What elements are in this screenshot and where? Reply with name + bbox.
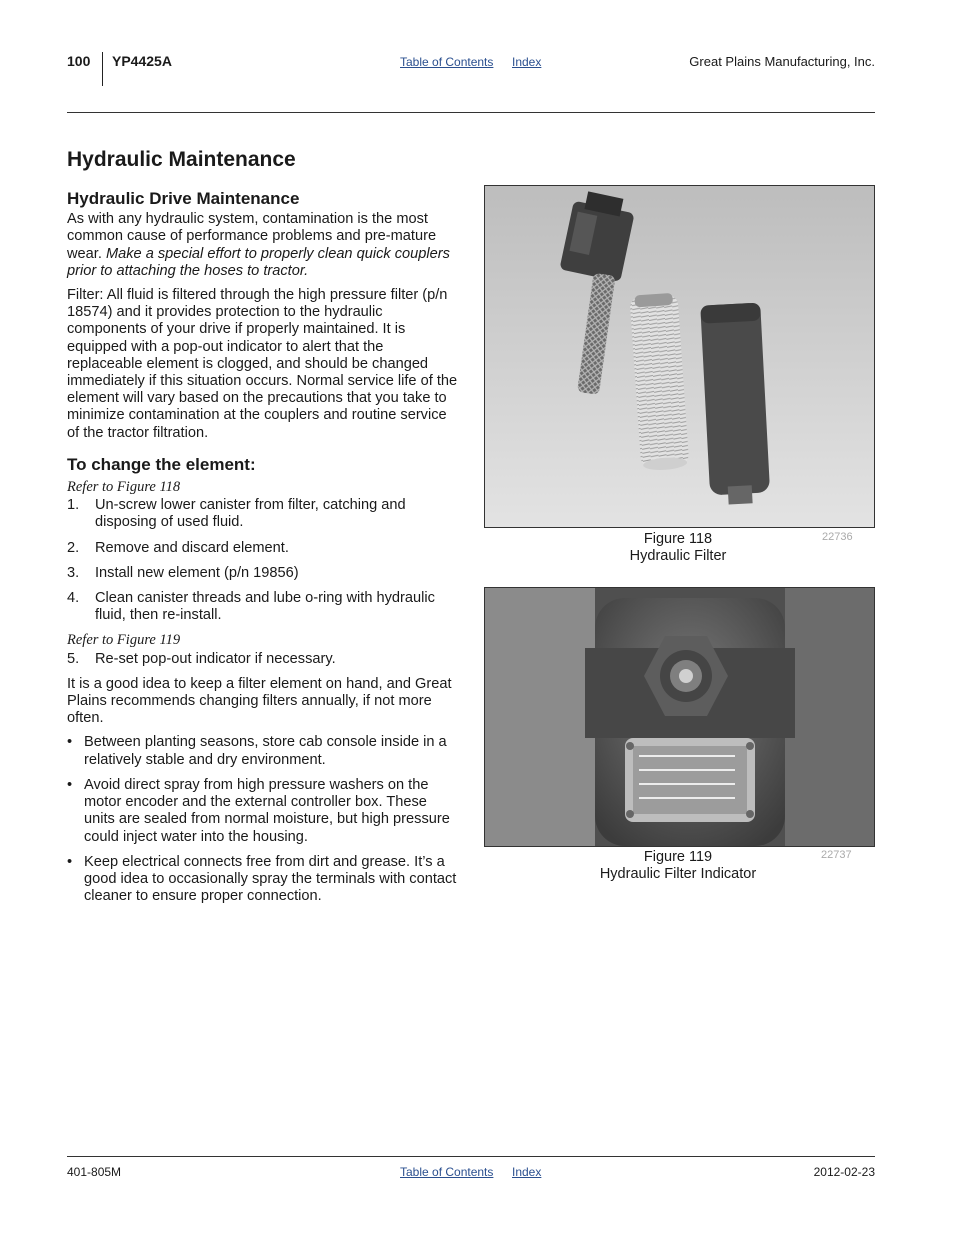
bullet-icon: •	[67, 853, 73, 870]
intro-paragraph	[67, 211, 459, 280]
revision-date: 2012-02-23	[813, 1165, 875, 1179]
step-number: 3.	[67, 564, 80, 581]
step-number: 5.	[67, 650, 80, 667]
change-element-heading: To change the element:	[67, 454, 256, 474]
page-title: Hydraulic Maintenance	[67, 148, 296, 171]
intro-plain: As with any hydraulic system, contamination is the most common cause of performance problems and pre-mature wear.	[67, 211, 437, 262]
bullet-item	[67, 734, 459, 768]
filter-indicator-photo	[484, 587, 875, 847]
step-text: Install new element (p/n 19856)	[95, 564, 299, 581]
step-item	[67, 590, 459, 624]
header-toc-link[interactable]: Table of Contents	[400, 55, 494, 69]
intro-italic: Make a special effort to properly clean quick couplers prior to attaching the hoses to tractor.	[67, 245, 450, 279]
header-divider	[102, 52, 103, 86]
step-text: Clean canister threads and lube o-ring with hydraulic fluid, then re-install.	[95, 590, 435, 624]
figure-119-id: 22737	[821, 849, 852, 861]
step-text: Re-set pop-out indicator if necessary.	[95, 650, 336, 667]
figure-119-caption	[560, 849, 796, 883]
step-text: Remove and discard element.	[95, 539, 289, 556]
page-number: 100	[67, 53, 91, 69]
step-number: 2.	[67, 539, 80, 556]
figure-reference: Refer to Figure 118	[67, 479, 181, 496]
filter-paragraph: Filter: All fluid is filtered through the high pressure filter (p/n 18574) and it provides protection to the hydraulic components of your drive if properly maintained. It is equipped with a pop-out indicator to alert that the replaceable element is clogged, and should be changed immediately if this situation occurs. Normal service life of the element will vary based on the precautions that you take to minimize contamination at the couplers and routine service of the tractor filtration.	[67, 287, 458, 441]
figure-118-label: Figure 118	[643, 531, 713, 547]
figure-119-title: Hydraulic Filter Indicator	[599, 866, 757, 882]
step-item	[67, 565, 459, 582]
bullet-icon: •	[67, 776, 73, 793]
step-item	[67, 497, 459, 531]
section-heading: Hydraulic Drive Maintenance	[67, 189, 300, 208]
step-number: 4.	[67, 590, 80, 607]
header-rule	[67, 112, 875, 113]
document-number: 401-805M	[67, 1165, 122, 1179]
figure-reference: Refer to Figure 119	[67, 632, 181, 649]
step-text: Un-screw lower canister from filter, catching and disposing of used fluid.	[95, 497, 406, 531]
figure-118-id: 22736	[822, 531, 853, 543]
filter-indicator-image	[485, 588, 874, 846]
footer-rule	[67, 1156, 875, 1157]
step-item	[67, 651, 459, 668]
step-item	[67, 540, 459, 557]
hydraulic-filter-photo	[484, 185, 875, 528]
step-number: 1.	[67, 497, 80, 514]
footer-index-link[interactable]: Index	[512, 1165, 542, 1179]
text-column	[67, 190, 459, 913]
advice-paragraph: It is a good idea to keep a filter element on hand, and Great Plains recommends changing filters annually, if not more often.	[67, 675, 452, 727]
footer-toc-link[interactable]: Table of Contents	[400, 1165, 494, 1179]
figure-118-title: Hydraulic Filter	[629, 548, 727, 564]
figure-118-caption	[580, 531, 776, 565]
bullet-item	[67, 777, 459, 846]
bullet-text: Avoid direct spray from high pressure washers on the motor encoder and the external controller box. These units are sealed from normal moisture, but high pressure could inject water into the housing.	[84, 776, 450, 845]
bullet-icon: •	[67, 734, 73, 751]
model-name: YP4425A	[112, 53, 172, 69]
figure-119-label: Figure 119	[643, 849, 713, 865]
company-name: Great Plains Manufacturing, Inc.	[689, 54, 875, 69]
bullet-text: Between planting seasons, store cab console inside in a relatively stable and dry environment.	[84, 734, 447, 768]
bullet-text: Keep electrical connects free from dirt and grease. It’s a good idea to occasionally spray the terminals with contact cleaner to ensure proper connection.	[84, 853, 457, 905]
hydraulic-filter-image	[485, 186, 874, 527]
header-index-link[interactable]: Index	[512, 55, 542, 69]
bullet-item	[67, 854, 459, 906]
